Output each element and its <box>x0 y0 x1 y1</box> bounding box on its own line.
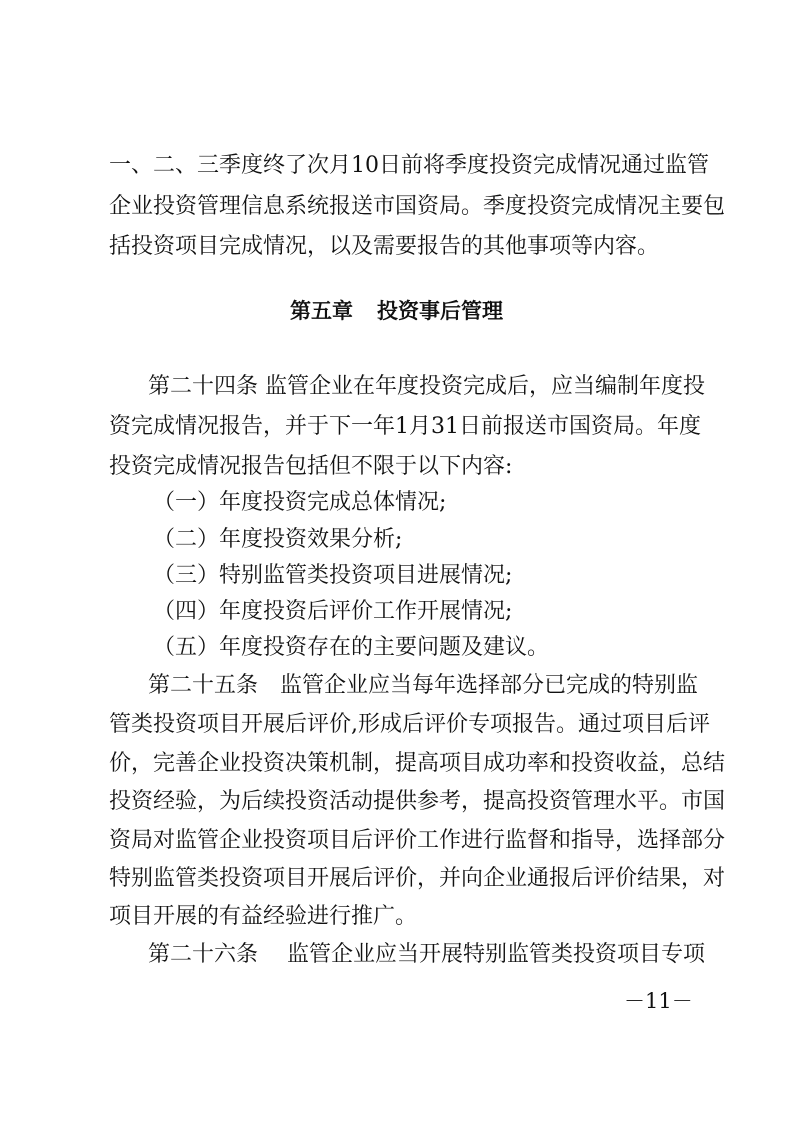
article24-line-3: 投资完成情况报告包括但不限于以下内容: <box>109 454 513 479</box>
article25-line-1: 第二十五条 监管企业应当每年选择部分已完成的特别监 <box>148 673 699 698</box>
article24-item-4: （四）年度投资后评价工作开展情况; <box>153 599 513 624</box>
chapter-heading <box>0 296 793 326</box>
article25-line-4: 投资经验，为后续投资活动提供参考，提高投资管理水平。市国 <box>109 789 726 814</box>
page-number: －11－ <box>624 989 693 1013</box>
intro-line-2: 企业投资管理信息系统报送市国资局。季度投资完成情况主要包 <box>109 194 726 219</box>
intro-line-1: 一、二、三季度终了次月10日前将季度投资完成情况通过监管 <box>109 153 709 178</box>
intro-line-3: 括投资项目完成情况，以及需要报告的其他事项等内容。 <box>109 234 660 259</box>
article24-item-2: （二）年度投资效果分析; <box>153 527 403 552</box>
article24-item-3: （三）特别监管类投资项目进展情况; <box>153 563 513 588</box>
chapter-number: 第五章 <box>290 299 353 323</box>
article25-line-5: 资局对监管企业投资项目后评价工作进行监督和指导，选择部分 <box>109 828 726 853</box>
chapter-title: 投资事后管理 <box>377 299 503 323</box>
article24-line-1: 第二十四条 监管企业在年度投资完成后，应当编制年度投 <box>148 374 705 399</box>
article26-line-1: 第二十六条 监管企业应当开展特别监管类投资项目专项 <box>148 942 705 967</box>
article24-item-5: （五）年度投资存在的主要问题及建议。 <box>153 635 550 660</box>
article25-line-3: 价，完善企业投资决策机制，提高项目成功率和投资收益，总结 <box>109 751 726 776</box>
article25-line-6: 特别监管类投资项目开展后评价，并向企业通报后评价结果，对 <box>109 866 726 891</box>
article25-line-2: 管类投资项目开展后评价,形成后评价专项报告。通过项目后评 <box>109 712 710 737</box>
article25-line-7: 项目开展的有益经验进行推广。 <box>109 904 418 929</box>
article24-item-1: （一）年度投资完成总体情况; <box>153 490 447 515</box>
article24-line-2: 资完成情况报告，并于下一年1月31日前报送市国资局。年度 <box>109 414 701 439</box>
